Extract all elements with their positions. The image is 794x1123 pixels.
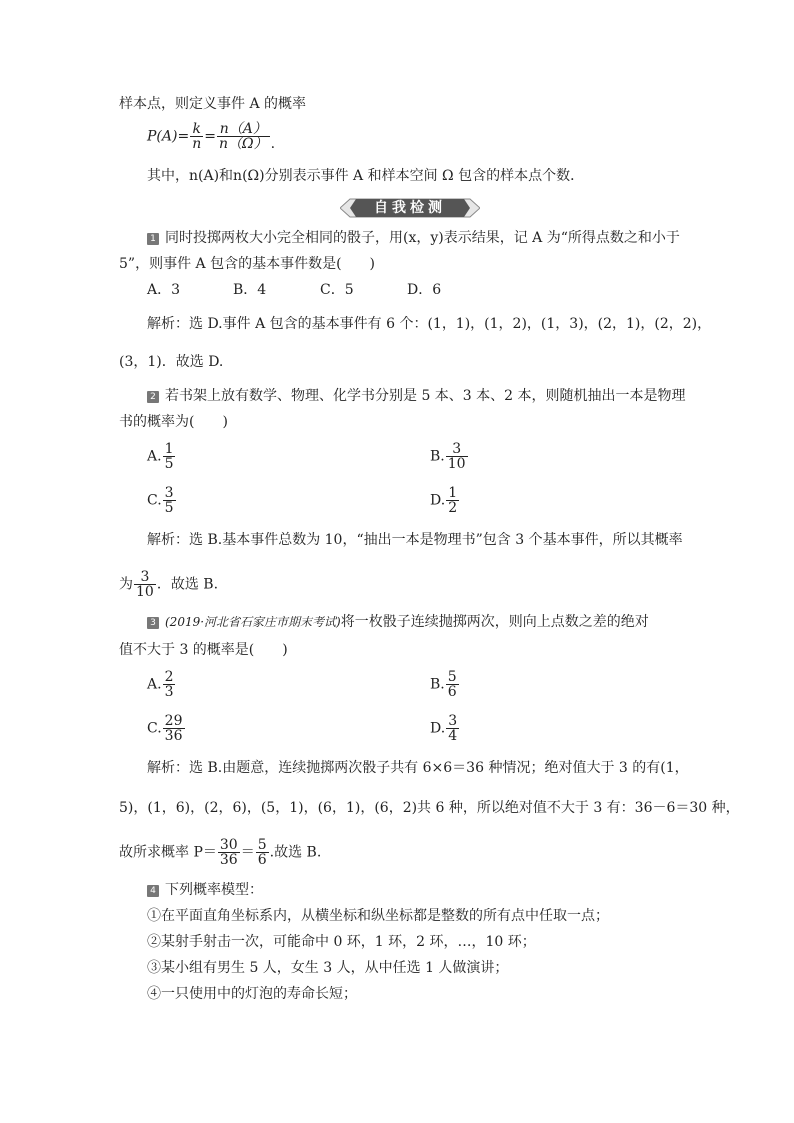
- q4-text-1: 下列概率模型：: [165, 882, 263, 898]
- q3-option-a: A. $\frac{2}{3}$: [147, 669, 174, 700]
- q4-item-1: ①在平面直角坐标系内，从横坐标和纵坐标都是整数的所有点中任取一点；: [147, 908, 609, 924]
- banner-label: 自我检测: [374, 200, 446, 216]
- q2-line-1: [147, 386, 686, 406]
- q1-option-b: B．4: [233, 282, 267, 298]
- formula-lhs: P(A)=: [147, 128, 190, 145]
- q4-item-4: ④一只使用中的灯泡的寿命长短；: [147, 986, 357, 1002]
- intro-line-3: 其中，n(A)和n(Ω)分别表示事件 A 和样本空间 Ω 包含的样本点个数．: [147, 168, 585, 184]
- q1-text-1: 同时投掷两枚大小完全相同的骰子，用(x，y)表示结果，记 A 为“所得点数之和小于: [165, 230, 680, 246]
- probability-formula: P(A)= $\frac{k}{n}$ = $\frac{n(A)}{n(\Omega)}$ .: [147, 121, 276, 152]
- q1-line-1: [147, 228, 680, 248]
- q1-option-d: D．6: [407, 282, 442, 298]
- q2-number-badge: 2: [147, 391, 159, 403]
- q2-line-2: 书的概率为( ): [119, 414, 228, 430]
- q3-text-1: 将一枚骰子连续抛掷两次，则向上点数之差的绝对: [340, 614, 649, 630]
- q4-item-3: ③某小组有男生 5 人，女生 3 人，从中任选 1 人做演讲；: [147, 960, 509, 976]
- fraction-nA-over-nOmega: $\frac{n(A)}{n(\Omega)}$: [218, 121, 268, 152]
- q3-option-b: B. $\frac{5}{6}$: [430, 669, 457, 700]
- q3-number-badge: 3: [147, 617, 159, 629]
- q1-line-2: 5”，则事件 A 包含的基本事件数是( ): [119, 256, 375, 272]
- q4-line-1: [147, 880, 263, 900]
- q1-solution-2: (3，1)．故选 D.: [119, 354, 224, 370]
- q4-item-2: ②某射手射击一次，可能命中 0 环，1 环，2 环，…，10 环；: [147, 934, 536, 950]
- intro-line-1: 样本点，则定义事件 A 的概率: [119, 96, 307, 112]
- q3-option-d: D. $\frac{3}{4}$: [430, 713, 458, 744]
- q3-line-1: [147, 612, 649, 632]
- q2-solution-2: 为 $\frac{3}{10}$ ．故选 B.: [119, 569, 219, 600]
- q3-line-2: 值不大于 3 的概率是( ): [119, 642, 288, 658]
- q4-number-badge: 4: [147, 885, 159, 897]
- q3-solution-2: 5)，(1，6)，(2，6)，(5，1)，(6，1)，(6，2)共 6 种，所以绝对值不大于 3 有：36－6＝30 种，: [119, 800, 740, 816]
- q2-option-a: A. $\frac{1}{5}$: [147, 441, 174, 472]
- q2-option-c: C. $\frac{3}{5}$: [147, 485, 174, 516]
- q1-solution-1: 解析：选 D.事件 A 包含的基本事件有 6 个：(1，1)，(1，2)，(1，3)，(2，1)，(2，2)，: [147, 316, 712, 332]
- q2-solution-1: 解析：选 B.基本事件总数为 10，“抽出一本是物理书”包含 3 个基本事件，所以其概率: [147, 532, 683, 548]
- q3-source: (2019·河北省石家庄市期末考试): [165, 615, 341, 629]
- q1-option-a: A．3: [147, 282, 181, 298]
- q2-option-d: D. $\frac{1}{2}$: [430, 485, 458, 516]
- q1-option-c: C．5: [320, 282, 354, 298]
- q3-solution-3: 故所求概率 P＝ $\frac{30}{36}$ ＝ $\frac{5}{6}$ .故选 B.: [119, 837, 322, 868]
- q1-number-badge: 1: [147, 233, 159, 245]
- q2-option-b: B. $\frac{3}{10}$: [430, 441, 466, 472]
- q3-solution-1: 解析：选 B.由题意，连续抛掷两次骰子共有 6×6＝36 种情况；绝对值大于 3 的有(1，: [147, 760, 689, 776]
- self-check-banner: [340, 196, 480, 220]
- q2-text-1: 若书架上放有数学、物理、化学书分别是 5 本、3 本、2 本，则随机抽出一本是物理: [165, 388, 686, 404]
- fraction-k-over-n: $\frac{k}{n}$: [192, 121, 202, 152]
- q3-option-c: C. $\frac{29}{36}$: [147, 713, 183, 744]
